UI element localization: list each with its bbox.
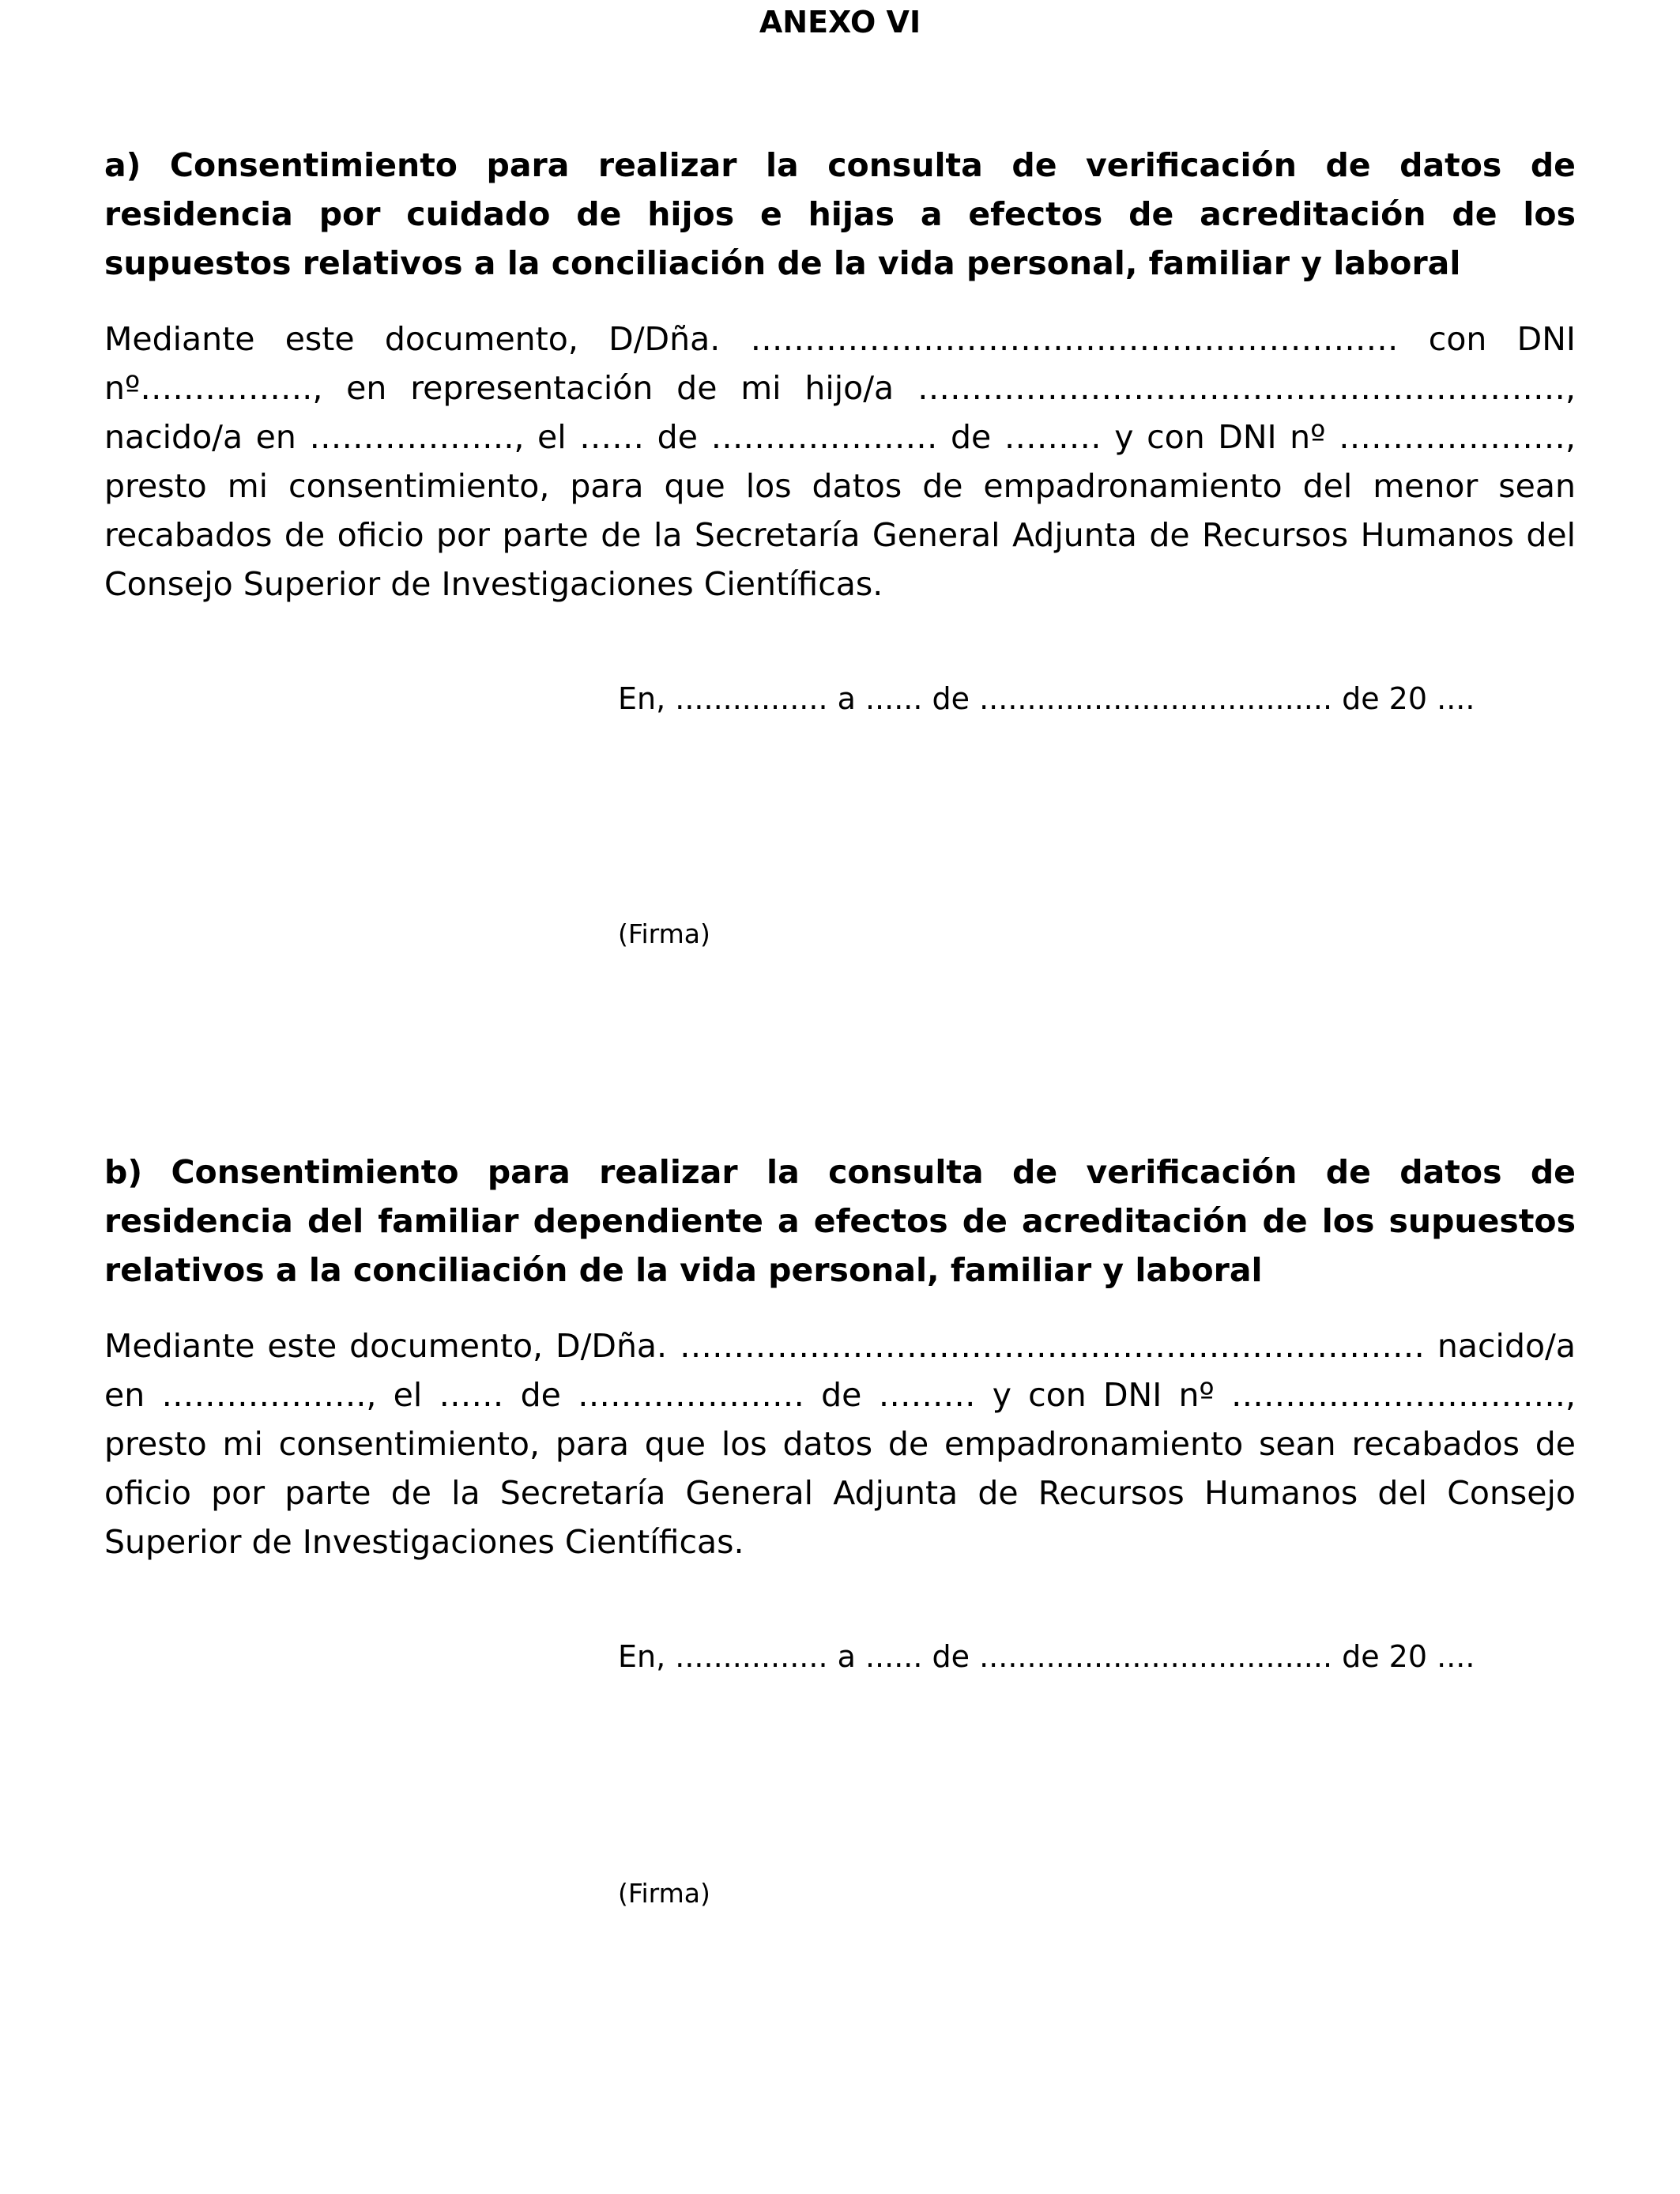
document-title: ANEXO VI: [759, 5, 921, 40]
section-b-body: Mediante este documento, D/Dña. …………………………………………………………… nacido/a en ………………., el …… de ………………… de ……… y con DNI nº …………………………., presto mi consentimiento, para que los datos de empadronamiento sean recabados de oficio por parte de la Secretaría General Adjunta de Recursos Humanos del Consejo Superior de Investigaciones Científicas.: [104, 1327, 1576, 1561]
section-a-signature-label: (Firma): [618, 918, 710, 949]
section-a-heading: a) Consentimiento para realizar la consulta de verificación de datos de residencia por cuidado de hijos e hijas a efectos de acreditación de los supuestos relativos a la conciliación de la vida personal, familiar y laboral: [104, 146, 1576, 282]
section-a-date-line: En, ................ a ...... de ..................................... de 20 ....: [618, 681, 1475, 716]
section-b-heading: b) Consentimiento para realizar la consulta de verificación de datos de residencia del familiar dependiente a efectos de acreditación de los supuestos relativos a la conciliación de la vida personal, familiar y laboral: [104, 1153, 1576, 1289]
section-a: [104, 141, 1576, 609]
section-b-signature-label: (Firma): [618, 1878, 710, 1909]
section-b: [104, 1148, 1576, 1566]
section-a-body: Mediante este documento, D/Dña. …………………………………………………… con DNI nº……………., en representación de mi hijo/a ……………………………………………………, nacido/a en ………………., el …… de ………………… de ……… y con DNI nº …………………, presto mi consentimiento, para que los datos de empadronamiento del menor sean recabados de oficio por parte de la Secretaría General Adjunta de Recursos Humanos del Consejo Superior de Investigaciones Científicas.: [104, 320, 1576, 603]
section-b-date-line: En, ................ a ...... de ..................................... de 20 ....: [618, 1639, 1475, 1674]
